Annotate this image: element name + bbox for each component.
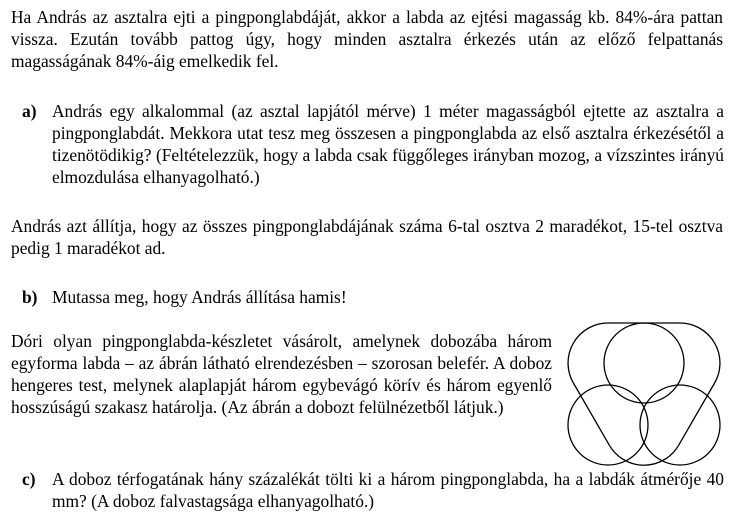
task-a-text: András egy alkalommal (az asztal lapjától mérve) 1 méter magasságból ejtette az asztalra a pingponglabdát. Mekkora utat tesz meg összesen a pingponglabda az első asztalra érkezésétől a tizenötödikig? (Feltételezzük, hogy a labda csak függőleges irányban mozog, a vízszintes irányú elmozdulása elhanyagolható.) <box>52 101 724 187</box>
task-c <box>22 468 724 512</box>
task-b-text: Mutassa meg, hogy András állítása hamis! <box>52 287 347 307</box>
ping-pong-ball-top <box>604 323 684 403</box>
ping-pong-ball-right <box>640 385 720 465</box>
task-a-label: a) <box>22 101 37 121</box>
intro-paragraph: Ha András az asztalra ejti a pingponglabdáját, akkor a labda az ejtési magasság kb. 84%-ára pattan vissza. Ezután tovább pattog úgy, hogy minden asztalra érkezés után az előző felpattanás magasságának 84%-áig emelkedik fel. <box>11 7 723 71</box>
task-b-label: b) <box>22 287 38 307</box>
task-a <box>22 100 724 188</box>
claim-paragraph: András azt állítja, hogy az összes pingponglabdájának száma 6-tal osztva 2 maradékot, 15-tel osztva pedig 1 maradékot ad. <box>11 216 723 258</box>
task-c-text: A doboz térfogatának hány százalékát tölti ki a három pingponglabda, ha a labdák átmérője 40 mm? (A doboz falvastagsága elhanyagolható.) <box>52 469 724 511</box>
ping-pong-ball-left <box>568 385 648 465</box>
box-outline <box>568 323 720 465</box>
box-description: Dóri olyan pingponglabda-készletet vásárolt, amelynek dobozába három egyforma labda – az ábrán látható elrendezésben – szorosan belefér. A doboz hengeres test, melynek alaplapját három egybevágó körív és három egyenlő hosszúságú szakasz határolja. (Az ábrán a dobozt felülnézetből látjuk.) <box>11 331 552 417</box>
task-b <box>22 286 724 308</box>
task-c-label: c) <box>22 469 36 489</box>
box-top-view-figure <box>556 316 732 466</box>
